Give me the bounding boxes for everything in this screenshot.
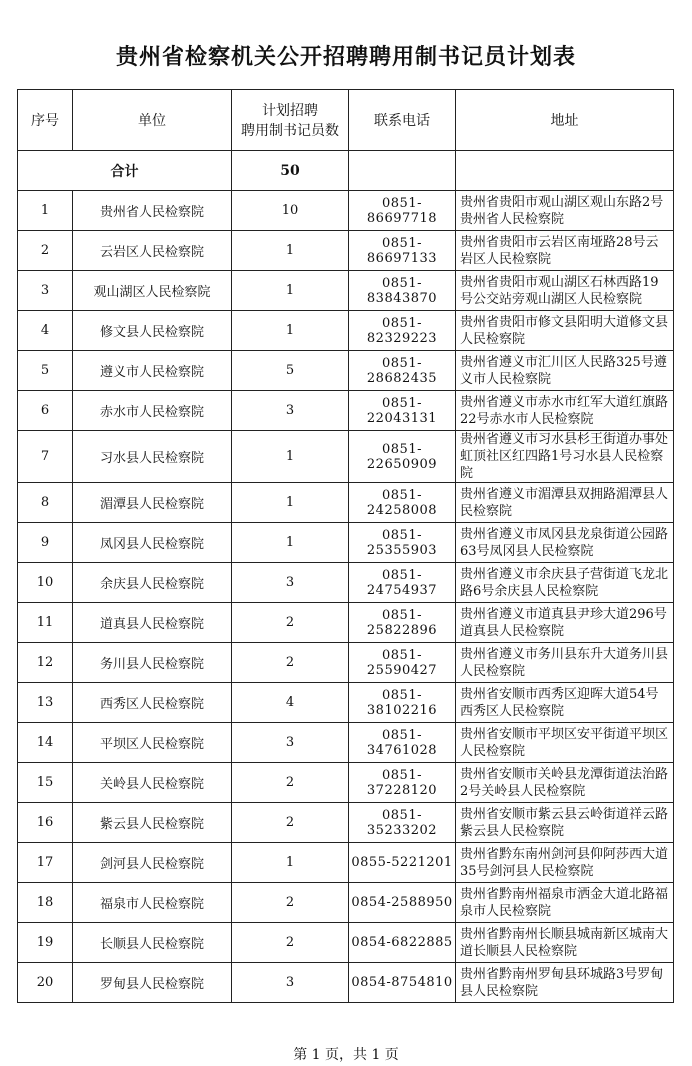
row-count: 1 [232,431,349,483]
row-unit: 西秀区人民检察院 [73,683,232,723]
row-unit: 余庆县人民检察院 [73,563,232,603]
table-row [18,391,674,431]
row-address: 贵州省安顺市关岭县龙潭街道法治路2号关岭县人民检察院 [456,763,674,803]
row-count: 1 [232,231,349,271]
row-unit: 罗甸县人民检察院 [73,963,232,1003]
row-count: 2 [232,883,349,923]
row-unit: 云岩区人民检察院 [73,231,232,271]
table-row [18,803,674,843]
row-count: 2 [232,643,349,683]
row-unit: 修文县人民检察院 [73,311,232,351]
row-unit: 赤水市人民检察院 [73,391,232,431]
row-phone: 0851-86697718 [349,191,456,231]
row-no: 1 [18,191,73,231]
row-no: 14 [18,723,73,763]
row-no: 7 [18,431,73,483]
row-unit: 道真县人民检察院 [73,603,232,643]
row-phone: 0851-83843870 [349,271,456,311]
header-plan-count [232,90,349,151]
table-row [18,683,674,723]
row-unit: 遵义市人民检察院 [73,351,232,391]
row-unit: 务川县人民检察院 [73,643,232,683]
total-address-empty [456,151,674,191]
row-count: 2 [232,603,349,643]
row-phone: 0854-6822885 [349,923,456,963]
row-unit: 关岭县人民检察院 [73,763,232,803]
table-row [18,963,674,1003]
row-unit: 福泉市人民检察院 [73,883,232,923]
row-count: 1 [232,523,349,563]
total-phone-empty [349,151,456,191]
table-row [18,311,674,351]
row-phone: 0851-86697133 [349,231,456,271]
row-phone: 0851-22043131 [349,391,456,431]
row-phone: 0855-5221201 [349,843,456,883]
row-count: 1 [232,311,349,351]
row-no: 19 [18,923,73,963]
row-count: 3 [232,723,349,763]
recruitment-plan-table [17,89,674,1003]
row-no: 11 [18,603,73,643]
page-footer: 第 1 页，共 1 页 [293,1047,399,1063]
row-no: 4 [18,311,73,351]
row-no: 18 [18,883,73,923]
row-count: 3 [232,563,349,603]
row-address: 贵州省贵阳市云岩区南垭路28号云岩区人民检察院 [456,231,674,271]
row-count: 2 [232,763,349,803]
row-phone: 0851-25355903 [349,523,456,563]
row-address: 贵州省黔南州福泉市洒金大道北路福泉市人民检察院 [456,883,674,923]
table-row [18,563,674,603]
row-unit: 凤冈县人民检察院 [73,523,232,563]
row-address: 贵州省黔东南州剑河县仰阿莎西大道35号剑河县人民检察院 [456,843,674,883]
row-phone: 0851-28682435 [349,351,456,391]
total-value: 50 [232,151,349,191]
row-count: 1 [232,271,349,311]
row-no: 16 [18,803,73,843]
table-row [18,763,674,803]
row-count: 3 [232,963,349,1003]
row-count: 2 [232,923,349,963]
row-phone: 0851-22650909 [349,431,456,483]
row-address: 贵州省遵义市习水县杉王街道办事处虹顶社区红四路1号习水县人民检察院 [456,431,674,483]
row-count: 5 [232,351,349,391]
row-phone: 0851-24754937 [349,563,456,603]
row-unit: 习水县人民检察院 [73,431,232,483]
row-no: 5 [18,351,73,391]
total-row [18,151,674,191]
page-title: 贵州省检察机关公开招聘聘用制书记员计划表 [115,45,576,70]
row-unit: 贵州省人民检察院 [73,191,232,231]
table-row [18,843,674,883]
row-address: 贵州省遵义市汇川区人民路325号遵义市人民检察院 [456,351,674,391]
row-address: 贵州省黔南州罗甸县环城路3号罗甸县人民检察院 [456,963,674,1003]
row-phone: 0851-25590427 [349,643,456,683]
row-phone: 0851-25822896 [349,603,456,643]
table-row [18,231,674,271]
row-address: 贵州省遵义市道真县尹珍大道296号道真县人民检察院 [456,603,674,643]
row-phone: 0851-38102216 [349,683,456,723]
table-row [18,923,674,963]
row-no: 15 [18,763,73,803]
table-header-row [18,90,674,151]
header-plan-line2: 聘用制书记员数 [241,123,339,139]
row-address: 贵州省安顺市平坝区安平街道平坝区人民检察院 [456,723,674,763]
row-address: 贵州省遵义市余庆县子营街道飞龙北路6号余庆县人民检察院 [456,563,674,603]
row-address: 贵州省贵阳市观山湖区石林西路19号公交站旁观山湖区人民检察院 [456,271,674,311]
table-row [18,191,674,231]
row-unit: 剑河县人民检察院 [73,843,232,883]
row-count: 10 [232,191,349,231]
row-phone: 0854-2588950 [349,883,456,923]
row-unit: 长顺县人民检察院 [73,923,232,963]
row-no: 12 [18,643,73,683]
row-unit: 紫云县人民检察院 [73,803,232,843]
row-count: 1 [232,483,349,523]
row-address: 贵州省贵阳市修文县阳明大道修文县人民检察院 [456,311,674,351]
table-row [18,351,674,391]
row-no: 3 [18,271,73,311]
row-no: 17 [18,843,73,883]
row-no: 2 [18,231,73,271]
row-count: 3 [232,391,349,431]
row-phone: 0851-34761028 [349,723,456,763]
row-count: 4 [232,683,349,723]
row-address: 贵州省遵义市凤冈县龙泉街道公园路63号凤冈县人民检察院 [456,523,674,563]
row-phone: 0851-37228120 [349,763,456,803]
table-row [18,271,674,311]
table-row [18,883,674,923]
header-no: 序号 [18,90,73,151]
row-no: 10 [18,563,73,603]
row-address: 贵州省遵义市赤水市红军大道红旗路22号赤水市人民检察院 [456,391,674,431]
row-unit: 平坝区人民检察院 [73,723,232,763]
table-row [18,603,674,643]
row-phone: 0851-35233202 [349,803,456,843]
total-label: 合计 [18,151,232,191]
row-no: 8 [18,483,73,523]
table-row [18,523,674,563]
row-phone: 0851-24258008 [349,483,456,523]
header-address: 地址 [456,90,674,151]
table-row [18,723,674,763]
header-unit: 单位 [73,90,232,151]
row-address: 贵州省黔南州长顺县城南新区城南大道长顺县人民检察院 [456,923,674,963]
row-unit: 湄潭县人民检察院 [73,483,232,523]
row-address: 贵州省遵义市务川县东升大道务川县人民检察院 [456,643,674,683]
header-plan-line1: 计划招聘 [262,103,318,119]
row-address: 贵州省贵阳市观山湖区观山东路2号贵州省人民检察院 [456,191,674,231]
row-no: 9 [18,523,73,563]
row-no: 13 [18,683,73,723]
row-count: 1 [232,843,349,883]
row-address: 贵州省安顺市西秀区迎晖大道54号西秀区人民检察院 [456,683,674,723]
table-row [18,643,674,683]
row-no: 6 [18,391,73,431]
header-phone: 联系电话 [349,90,456,151]
row-unit: 观山湖区人民检察院 [73,271,232,311]
row-address: 贵州省安顺市紫云县云岭街道祥云路紫云县人民检察院 [456,803,674,843]
table-row [18,483,674,523]
row-phone: 0854-8754810 [349,963,456,1003]
row-no: 20 [18,963,73,1003]
table-row [18,431,674,483]
row-count: 2 [232,803,349,843]
row-address: 贵州省遵义市湄潭县双拥路湄潭县人民检察院 [456,483,674,523]
row-phone: 0851-82329223 [349,311,456,351]
